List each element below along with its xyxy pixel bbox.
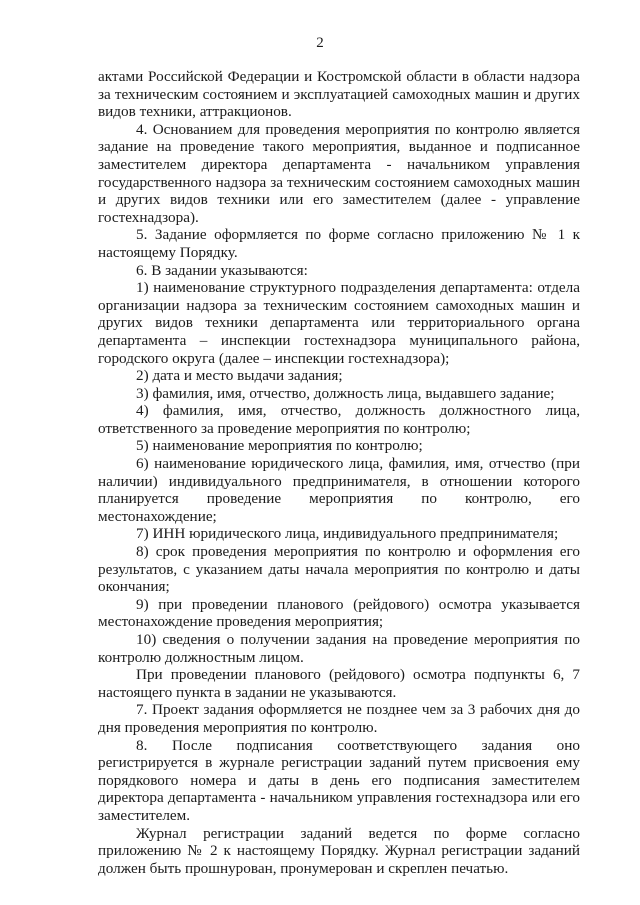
subitem-6: 6) наименование юридического лица, фамилия, имя, отчество (при наличии) индивидуального предпринимателя, в отношении которого планируется проведение мероприятия по контролю, его местонахождение; [98, 455, 580, 525]
paragraph-item-6: 6. В задании указываются: [136, 261, 308, 279]
paragraph-item-8: 8. После подписания соответствующего задания оно регистрируется в журнале регистрации заданий путем присвоения ему порядкового номера и даты в день его подписания заместителем директора департамента - начальником управления гостехнадзора или его заместителем. [98, 736, 580, 824]
subitem-9: 9) при проведении планового (рейдового) осмотра указывается местонахождение проведения мероприятия; [98, 595, 580, 631]
document-body [98, 68, 580, 877]
page-number: 2 [316, 35, 324, 51]
subitem-3: 3) фамилия, имя, отчество, должность лица, выдавшего задание; [136, 384, 555, 402]
subitem-7: 7) ИНН юридического лица, индивидуального предпринимателя; [136, 525, 559, 543]
paragraph-item-4: 4. Основанием для проведения мероприятия по контролю является задание на проведение такого мероприятия, выданное и подписанное заместителем директора департамента - начальником управления государственного надзора за техническим состоянием самоходных машин и других видов техники или его заместителем (далее - управление гостехнадзора). [98, 120, 580, 226]
subitem-5: 5) наименование мероприятия по контролю; [136, 437, 423, 455]
paragraph-note: При проведении планового (рейдового) осмотра подпункты 6, 7 настоящего пункта в задании не указываются. [98, 666, 580, 701]
subitem-8: 8) срок проведения мероприятия по контролю и оформления его результатов, с указанием даты начала мероприятия по контролю и даты окончания; [98, 543, 580, 596]
subitem-10: 10) сведения о получении задания на проведение мероприятия по контролю должностным лицом. [98, 631, 580, 666]
subitem-4: 4) фамилия, имя, отчество, должность должностного лица, ответственного за проведение мероприятия по контролю; [98, 402, 580, 437]
subitem-1: 1) наименование структурного подразделения департамента: отдела организации надзора за техническим состоянием самоходных машин и других видов техники департамента или территориального органа департамента – инспекции гостехнадзора муниципального района, городского округа (далее – инспекции гостехнадзора); [98, 279, 580, 367]
paragraph-item-7: 7. Проект задания оформляется не позднее чем за 3 рабочих дня до дня проведения мероприятия по контролю. [98, 701, 580, 736]
paragraph-continuation: актами Российской Федерации и Костромской области в области надзора за техническим состоянием и эксплуатацией самоходных машин и других видов техники, аттракционов. [98, 68, 580, 121]
paragraph-item-5: 5. Задание оформляется по форме согласно приложению № 1 к настоящему Порядку. [98, 226, 580, 261]
paragraph-journal: Журнал регистрации заданий ведется по форме согласно приложению № 2 к настоящему Порядку. Журнал регистрации заданий должен быть прошнурован, пронумерован и скреплен печатью. [98, 824, 580, 877]
subitem-2: 2) дата и место выдачи задания; [136, 367, 343, 385]
